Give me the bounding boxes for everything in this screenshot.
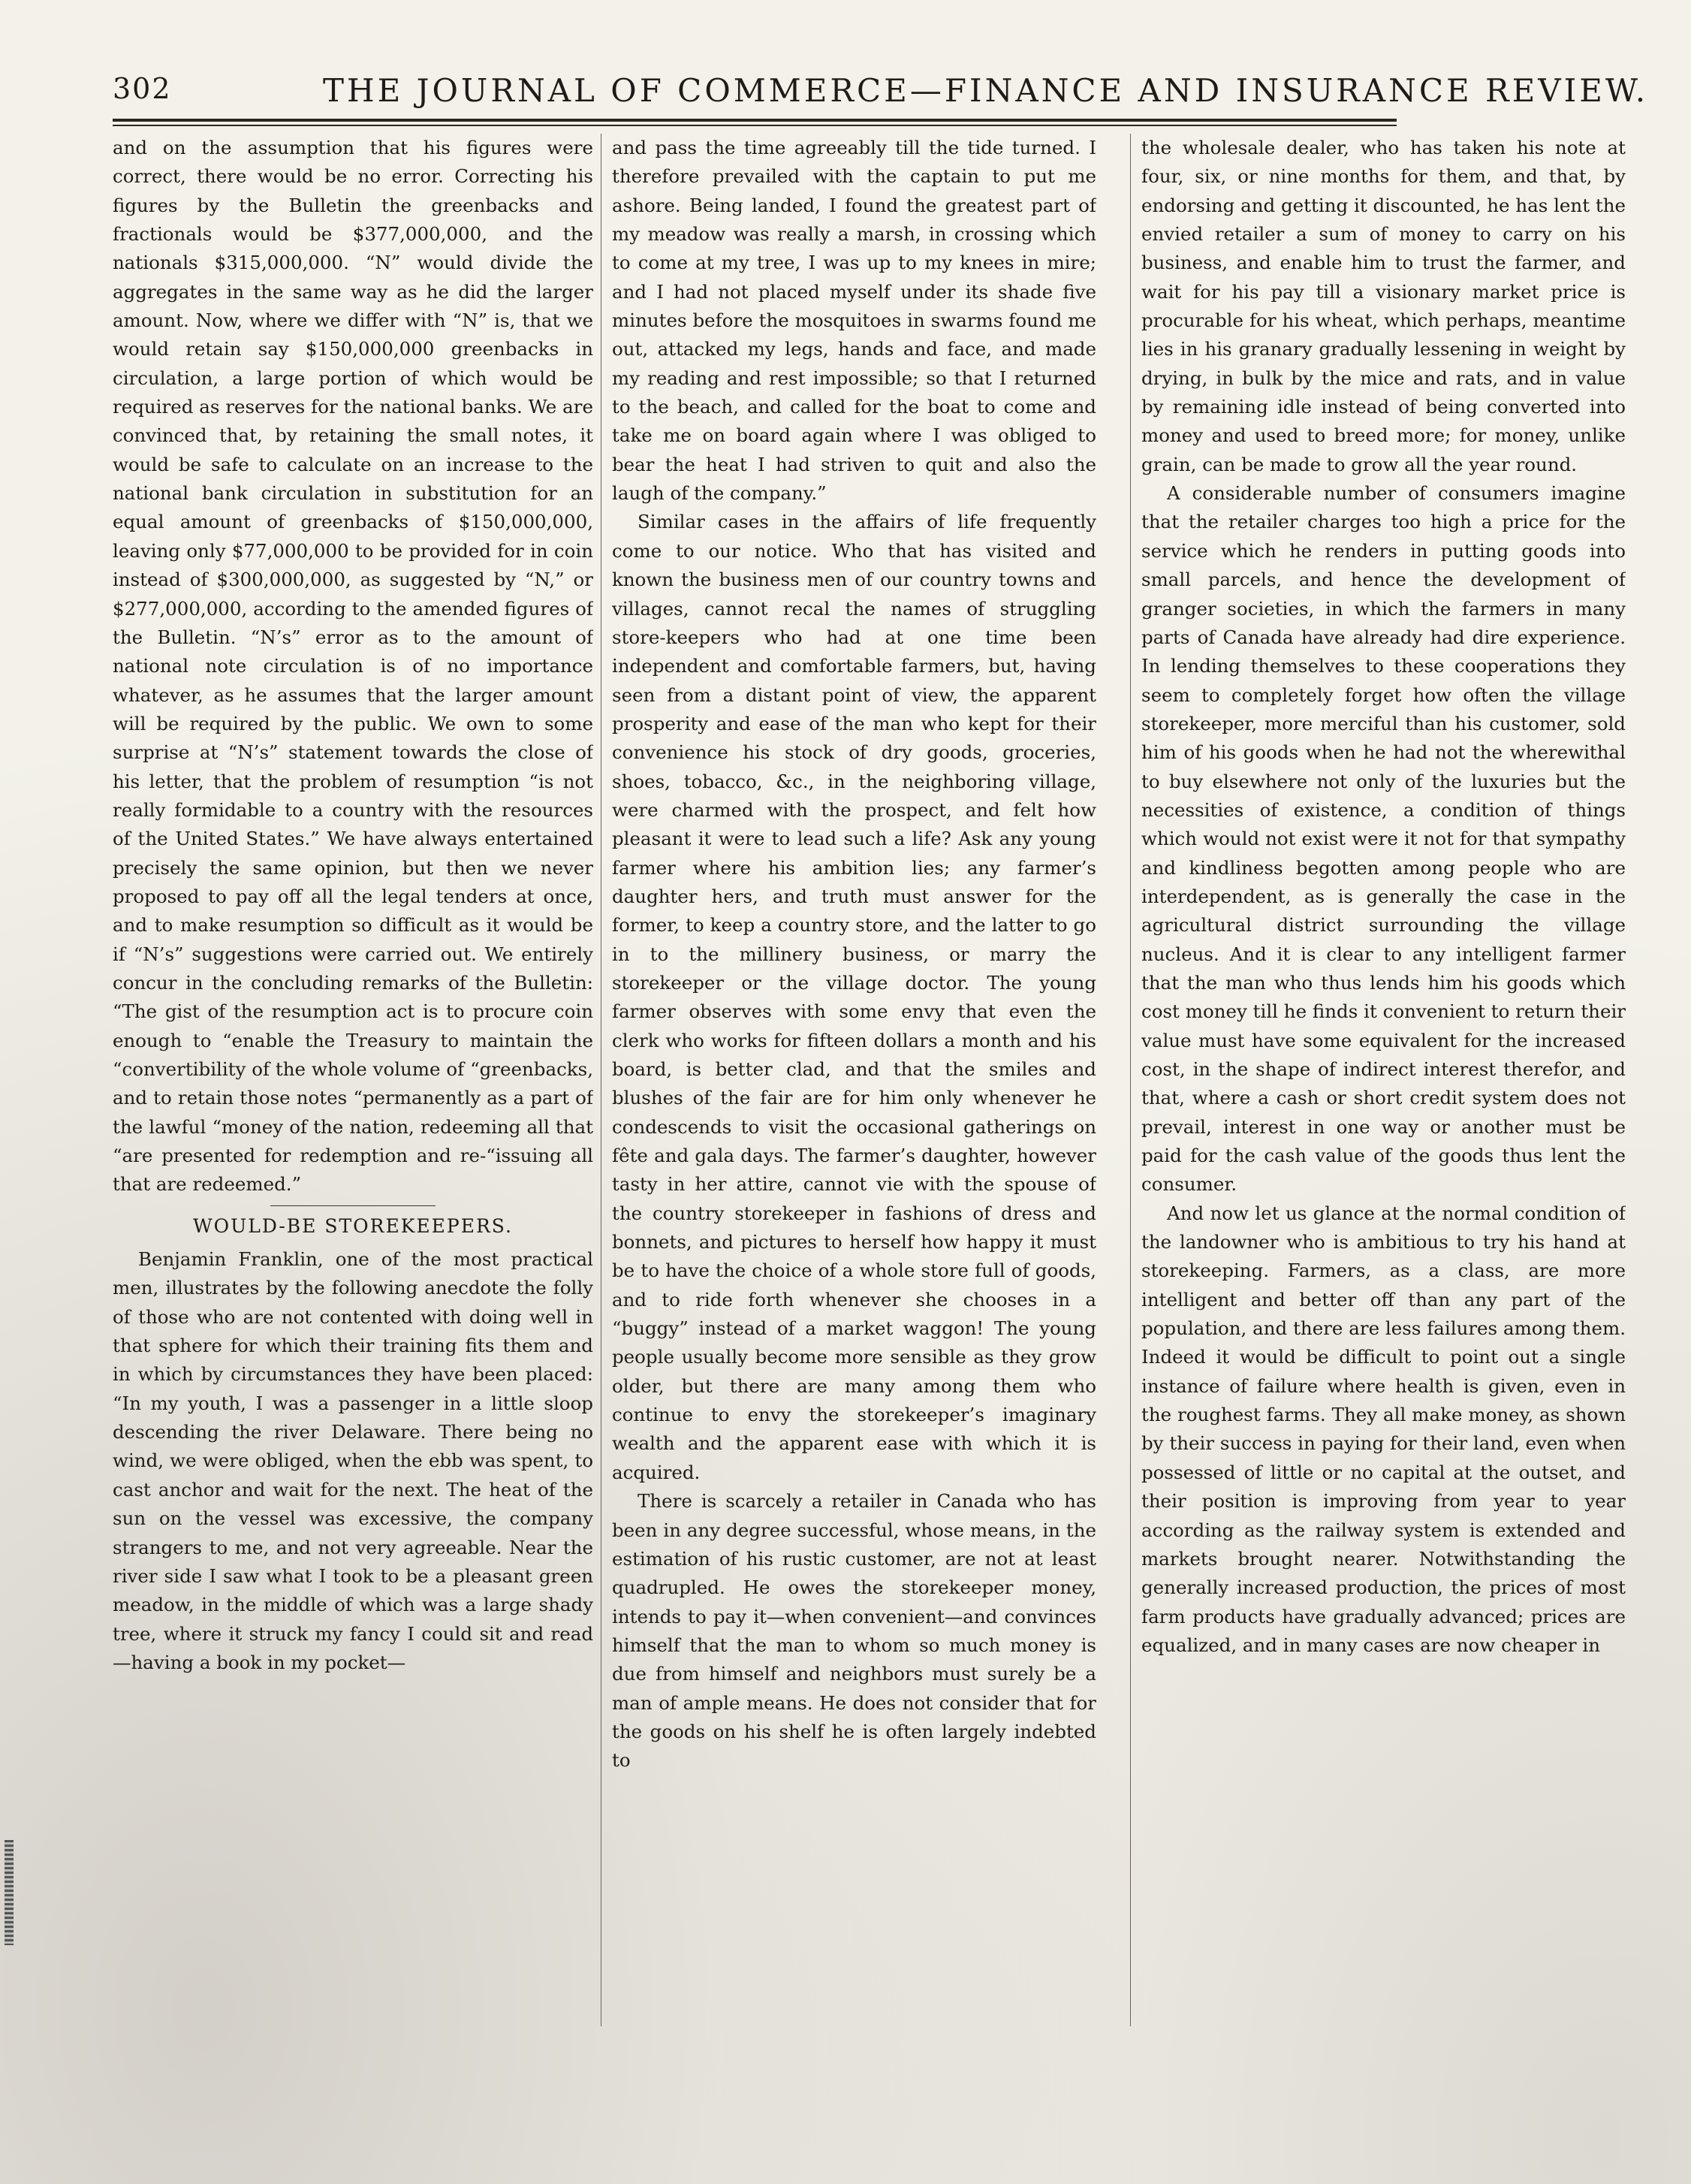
column-1 xyxy=(113,134,593,2161)
header-rule-thick xyxy=(113,119,1397,122)
column-3 xyxy=(1141,134,1626,2161)
journal-title: THE JOURNAL OF COMMERCE—FINANCE AND INSURANCE REVIEW. xyxy=(323,72,1649,109)
article-paragraph: the wholesale dealer, who has taken his note at four, six, or nine months for them, and that, by endorsing and getting it discounted, he has lent the envied retailer a sum of money to carry on his business, and enable him to trust the farmer, and wait for his pay till a visionary market price is procurable for his wheat, which perhaps, meantime lies in his granary gradually lessening in weight by drying, in bulk by the mice and rats, and in value by remaining idle instead of being converted into money and used to breed more; for money, unlike grain, can be made to grow all the year round. xyxy=(1141,137,1626,475)
article-paragraph: And now let us glance at the normal condition of the landowner who is ambitious to try his hand at storekeeping. Farmers, as a class, are more intelligent and better off than any part of the population, and there are less failures among them. Indeed it would be difficult to point out a single instance of failure where health is given, even in the roughest farms. They all make money, as shown by their success in paying for their land, even when possessed of little or no capital at the outset, and their position is improving from year to year according as the railway system is extended and markets brought nearer. Notwithstanding the generally increased production, the prices of most farm products have gradually advanced; prices are equalized, and in many cases are now cheaper in xyxy=(1141,1202,1626,1656)
page-number: 302 xyxy=(113,72,172,105)
section-divider xyxy=(270,1205,436,1206)
column-divider xyxy=(1130,134,1131,2026)
column-2 xyxy=(612,134,1096,2161)
header-rule-thin xyxy=(113,125,1397,126)
binding-edge-mark xyxy=(5,1840,14,1945)
article-paragraph: and on the assumption that his figures were correct, there would be no error. Correcting his figures by the Bulletin the greenbacks and fractionals would be $377,000,000, and the nationals $315,000,000. “N” would divide the aggregates in the same way as he did the larger amount. Now, where we differ with “N” is, that we would retain say $150,000,000 greenbacks in circulation, a large portion of which would be required as reserves for the national banks. We are convinced that, by retaining the small notes, it would be safe to calculate on an increase to the national bank circulation in substitution for an equal amount of greenbacks of $150,000,000, leaving only $77,000,000 to be provided for in coin instead of $300,000,000, as suggested by “N,” or $277,000,000, according to the amended figures of the Bulletin. “N’s” error as to the amount of national note circulation is of no importance whatever, as he assumes that the larger amount will be required by the public. We own to some surprise at “N’s” statement towards the close of his letter, that the problem of resumption “is not really formidable to a country with the resources of the United States.” We have always entertained precisely the same opinion, but then we never proposed to pay off all the legal tenders at once, and to make resumption so difficult as it would be if “N’s” suggestions were carried out. We entirely concur in the concluding remarks of the Bulletin: “The gist of the resumption act is to procure coin enough to “enable the Treasury to maintain the “convertibility of the whole volume of “greenbacks, and to retain those notes “permanently as a part of the lawful “money of the nation, redeeming all that “are presented for redemption and re-“issuing all that are redeemed.” xyxy=(113,137,593,1196)
article-paragraph: Similar cases in the affairs of life frequently come to our notice. Who that has visited and known the business men of our country towns and villages, cannot recal the names of struggling store-keepers who had at one time been independent and comfortable farmers, but, having seen from a distant point of view, the apparent prosperity and ease of the man who kept for their convenience his stock of dry goods, groceries, shoes, tobacco, &c., in the neighboring village, were charmed with the prospect, and felt how pleasant it were to lead such a life? Ask any young farmer where his ambition lies; any farmer’s daughter hers, and truth must answer for the former, to keep a country store, and the latter to go in to the millinery business, or marry the storekeeper or the village doctor. The young farmer observes with some envy that even the clerk who works for fifteen dollars a month and his board, is better clad, and that the smiles and blushes of the fair are for him only whenever he condescends to visit the occasional gatherings on fête and gala days. The farmer’s daughter, however tasty in her attire, cannot vie with the spouse of the country storekeeper in fashions of dress and bonnets, and pictures to herself how happy it must be to have the choice of a whole store full of goods, and to ride forth whenever she chooses in a “buggy” instead of a market waggon! The young people usually become more sensible as they grow older, but there are many among them who continue to envy the storekeeper’s imaginary wealth and the apparent ease with which it is acquired. xyxy=(612,511,1096,1483)
article-paragraph: A considerable number of consumers imagine that the retailer charges too high a price for the service which he renders in putting goods into small parcels, and hence the development of granger societies, in which the farmers in many parts of Canada have already had dire experience. In lending themselves to these cooperations they seem to completely forget how often the village storekeeper, more merciful than his customer, sold him of his goods when he had not the wherewithal to buy elsewhere not only of the luxuries but the necessities of existence, a condition of things which would not exist were it not for that sympathy and kindliness begotten among people who are interdependent, as is generally the case in the agricultural district surrounding the village nucleus. And it is clear to any intelligent farmer that the man who thus lends him his goods which cost money till he finds it convenient to return their value must have some equivalent for the increased cost, in the shape of indirect interest therefor, and that, where a cash or short credit system does not prevail, interest in one way or another must be paid for the cash value of the goods thus lent the consumer. xyxy=(1141,482,1626,1196)
article-paragraph: Benjamin Franklin, one of the most practical men, illustrates by the following anecdote the folly of those who are not contented with doing well in that sphere for which their training fits them and in which by circumstances they have been placed: “In my youth, I was a passenger in a little sloop descending the river Delaware. There being no wind, we were obliged, when the ebb was spent, to cast anchor and wait for the next. The heat of the sun on the vessel was excessive, the company strangers to me, and not very agreeable. Near the river side I saw what I took to be a pleasant green meadow, in the middle of which was a large shady tree, where it struck my fancy I could sit and read—having a book in my pocket— xyxy=(113,1248,593,1673)
page-header xyxy=(113,72,1649,125)
section-heading: WOULD-BE STOREKEEPERS. xyxy=(192,1214,513,1237)
article-paragraph: There is scarcely a retailer in Canada who has been in any degree successful, whose means, in the estimation of his rustic customer, are not at least quadrupled. He owes the storekeeper money, intends to pay it—when convenient—and convinces himself that the man to whom so much money is due from himself and neighbors must surely be a man of ample means. He does not consider that for the goods on his shelf he is often largely indebted to xyxy=(612,1490,1096,1772)
article-paragraph: and pass the time agreeably till the tide turned. I therefore prevailed with the captain to put me ashore. Being landed, I found the greatest part of my meadow was really a marsh, in crossing which to come at my tree, I was up to my knees in mire; and I had not placed myself under its shade five minutes before the mosquitoes in swarms found me out, attacked my legs, hands and face, and made my reading and rest impossible; so that I returned to the beach, and called for the boat to come and take me on board again where I was obliged to bear the heat I had striven to quit and also the laugh of the company.” xyxy=(612,137,1096,505)
